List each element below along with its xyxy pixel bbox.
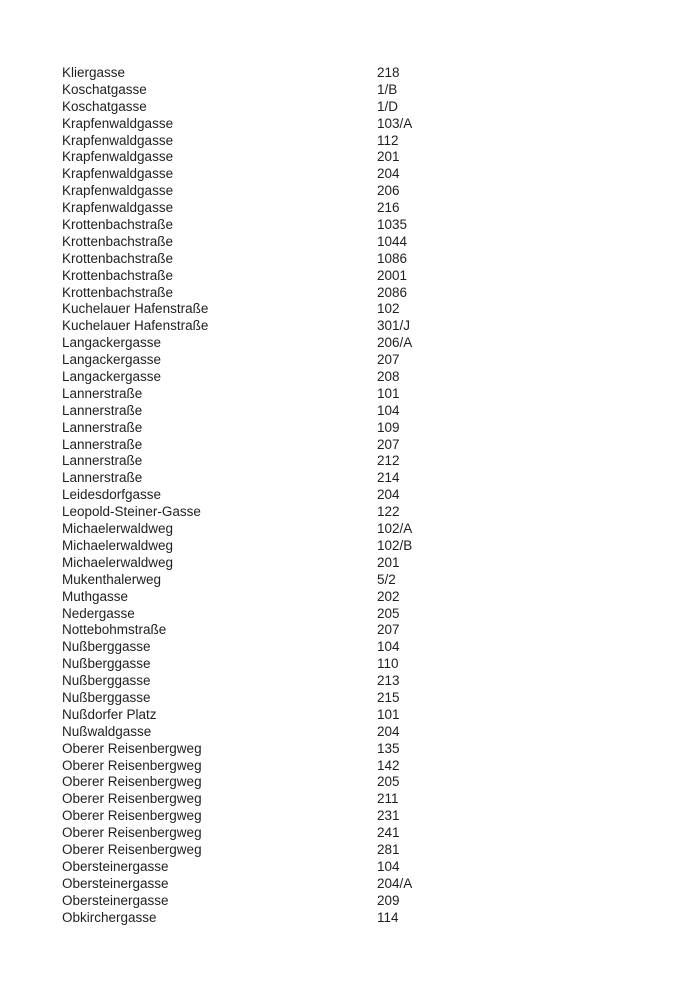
street-name: Michaelerwaldweg (62, 521, 174, 537)
street-name: Krapfenwaldgasse (62, 132, 174, 148)
street-name: Nußwaldgasse (62, 723, 152, 739)
house-number: 207 (377, 436, 400, 452)
street-row (62, 808, 700, 825)
street-row (62, 470, 700, 487)
street-row (62, 420, 700, 437)
house-number: 211 (377, 791, 399, 807)
street-row (62, 758, 700, 775)
house-number: 301/J (377, 318, 411, 334)
street-row (62, 352, 700, 369)
street-name: Nußberggasse (62, 656, 151, 672)
house-number: 2086 (377, 284, 408, 300)
house-number: 104 (377, 858, 400, 874)
street-row (62, 301, 700, 318)
street-row (62, 285, 700, 302)
street-row (62, 504, 700, 521)
street-row (62, 656, 700, 673)
street-row (62, 386, 700, 403)
street-row (62, 572, 700, 589)
house-number: 1/D (377, 98, 399, 114)
house-number: 207 (377, 622, 400, 638)
street-name: Lannerstraße (62, 453, 143, 469)
house-number: 212 (377, 453, 400, 469)
street-row (62, 403, 700, 420)
house-number: 205 (377, 605, 400, 621)
house-number: 109 (377, 419, 400, 435)
house-number: 2001 (377, 267, 408, 283)
street-name: Krapfenwaldgasse (62, 115, 174, 131)
street-row (62, 859, 700, 876)
street-name: Nottebohmstraße (62, 622, 167, 638)
house-number: 1035 (377, 217, 408, 233)
street-row (62, 65, 700, 82)
street-row (62, 825, 700, 842)
street-row (62, 200, 700, 217)
street-name: Langackergasse (62, 335, 162, 351)
street-name: Krottenbachstraße (62, 284, 174, 300)
house-number: 206 (377, 183, 400, 199)
house-number: 204/A (377, 875, 413, 891)
street-row (62, 690, 700, 707)
street-name: Kuchelauer Hafenstraße (62, 318, 209, 334)
house-number: 142 (377, 757, 400, 773)
street-row (62, 555, 700, 572)
street-row (62, 166, 700, 183)
street-row (62, 724, 700, 741)
street-name: Leopold-Steiner-Gasse (62, 504, 201, 520)
street-name: Lannerstraße (62, 402, 143, 418)
street-row (62, 521, 700, 538)
house-number: 206/A (377, 335, 413, 351)
street-name: Leidesdorfgasse (62, 487, 162, 503)
house-number: 122 (377, 504, 400, 520)
street-row (62, 487, 700, 504)
house-number: 102/A (377, 521, 413, 537)
street-name: Obkirchergasse (62, 909, 157, 925)
street-row (62, 133, 700, 150)
house-number: 201 (377, 554, 400, 570)
street-row (62, 791, 700, 808)
street-row (62, 589, 700, 606)
street-name: Krottenbachstraße (62, 217, 174, 233)
street-row (62, 639, 700, 656)
house-number: 241 (377, 825, 400, 841)
street-name: Obersteinergasse (62, 875, 169, 891)
house-number: 104 (377, 402, 400, 418)
house-number: 201 (377, 149, 400, 165)
street-row (62, 707, 700, 724)
street-row (62, 318, 700, 335)
street-name: Lannerstraße (62, 385, 143, 401)
street-row (62, 251, 700, 268)
street-row (62, 622, 700, 639)
house-number: 1086 (377, 250, 408, 266)
street-row (62, 437, 700, 454)
street-name: Lannerstraße (62, 436, 143, 452)
street-name: Krapfenwaldgasse (62, 200, 174, 216)
street-row (62, 538, 700, 555)
street-name: Muthgasse (62, 588, 129, 604)
street-row (62, 673, 700, 690)
street-row (62, 82, 700, 99)
house-number: 204 (377, 487, 400, 503)
street-name: Oberer Reisenbergweg (62, 740, 202, 756)
street-row (62, 217, 700, 234)
street-name: Krapfenwaldgasse (62, 166, 174, 182)
house-number: 205 (377, 774, 400, 790)
house-number: 1/B (377, 81, 398, 97)
street-name: Langackergasse (62, 352, 162, 368)
house-number: 207 (377, 352, 400, 368)
house-number: 102 (377, 301, 400, 317)
street-name: Michaelerwaldweg (62, 537, 174, 553)
house-number: 281 (377, 841, 400, 857)
house-number: 112 (377, 132, 399, 148)
street-name: Nedergasse (62, 605, 135, 621)
house-number: 214 (377, 470, 400, 486)
house-number: 103/A (377, 115, 413, 131)
house-number: 110 (377, 656, 399, 672)
street-name: Nußberggasse (62, 639, 151, 655)
street-name: Krottenbachstraße (62, 233, 174, 249)
house-number: 1044 (377, 233, 408, 249)
house-number: 104 (377, 639, 400, 655)
street-row (62, 116, 700, 133)
house-number: 204 (377, 166, 400, 182)
street-name: Lannerstraße (62, 470, 143, 486)
house-number: 208 (377, 369, 400, 385)
street-name: Kuchelauer Hafenstraße (62, 301, 209, 317)
street-name: Oberer Reisenbergweg (62, 808, 202, 824)
street-name: Langackergasse (62, 369, 162, 385)
street-row (62, 876, 700, 893)
street-row (62, 842, 700, 859)
street-row (62, 453, 700, 470)
street-row (62, 910, 700, 927)
street-name: Oberer Reisenbergweg (62, 757, 202, 773)
street-name: Krottenbachstraße (62, 267, 174, 283)
street-name: Nußberggasse (62, 689, 151, 705)
street-name: Koschatgasse (62, 81, 147, 97)
house-number: 101 (377, 706, 400, 722)
house-number: 204 (377, 723, 400, 739)
street-name: Michaelerwaldweg (62, 554, 174, 570)
street-name: Nußberggasse (62, 673, 151, 689)
street-name: Obersteinergasse (62, 858, 169, 874)
street-name: Oberer Reisenbergweg (62, 791, 202, 807)
street-name: Kliergasse (62, 65, 126, 80)
street-name: Krapfenwaldgasse (62, 149, 174, 165)
house-number: 5/2 (377, 571, 396, 587)
street-row (62, 183, 700, 200)
street-name: Krapfenwaldgasse (62, 183, 174, 199)
street-list (62, 65, 700, 926)
street-row (62, 234, 700, 251)
street-name: Nußdorfer Platz (62, 706, 157, 722)
house-number: 102/B (377, 537, 413, 553)
house-number: 202 (377, 588, 400, 604)
house-number: 218 (377, 65, 400, 80)
street-name: Oberer Reisenbergweg (62, 825, 202, 841)
street-row (62, 606, 700, 623)
street-row (62, 268, 700, 285)
street-name: Koschatgasse (62, 98, 147, 114)
street-row (62, 149, 700, 166)
house-number: 215 (377, 689, 400, 705)
street-name: Krottenbachstraße (62, 250, 174, 266)
house-number: 231 (377, 808, 400, 824)
street-row (62, 99, 700, 116)
house-number: 101 (377, 385, 400, 401)
street-name: Obersteinergasse (62, 892, 169, 908)
street-row (62, 335, 700, 352)
street-row (62, 774, 700, 791)
house-number: 213 (377, 673, 400, 689)
street-name: Lannerstraße (62, 419, 143, 435)
house-number: 209 (377, 892, 400, 908)
street-row (62, 369, 700, 386)
house-number: 135 (377, 740, 400, 756)
street-name: Mukenthalerweg (62, 571, 162, 587)
house-number: 114 (377, 909, 399, 925)
house-number: 216 (377, 200, 400, 216)
street-row (62, 741, 700, 758)
street-name: Oberer Reisenbergweg (62, 774, 202, 790)
street-name: Oberer Reisenbergweg (62, 841, 202, 857)
street-row (62, 893, 700, 910)
